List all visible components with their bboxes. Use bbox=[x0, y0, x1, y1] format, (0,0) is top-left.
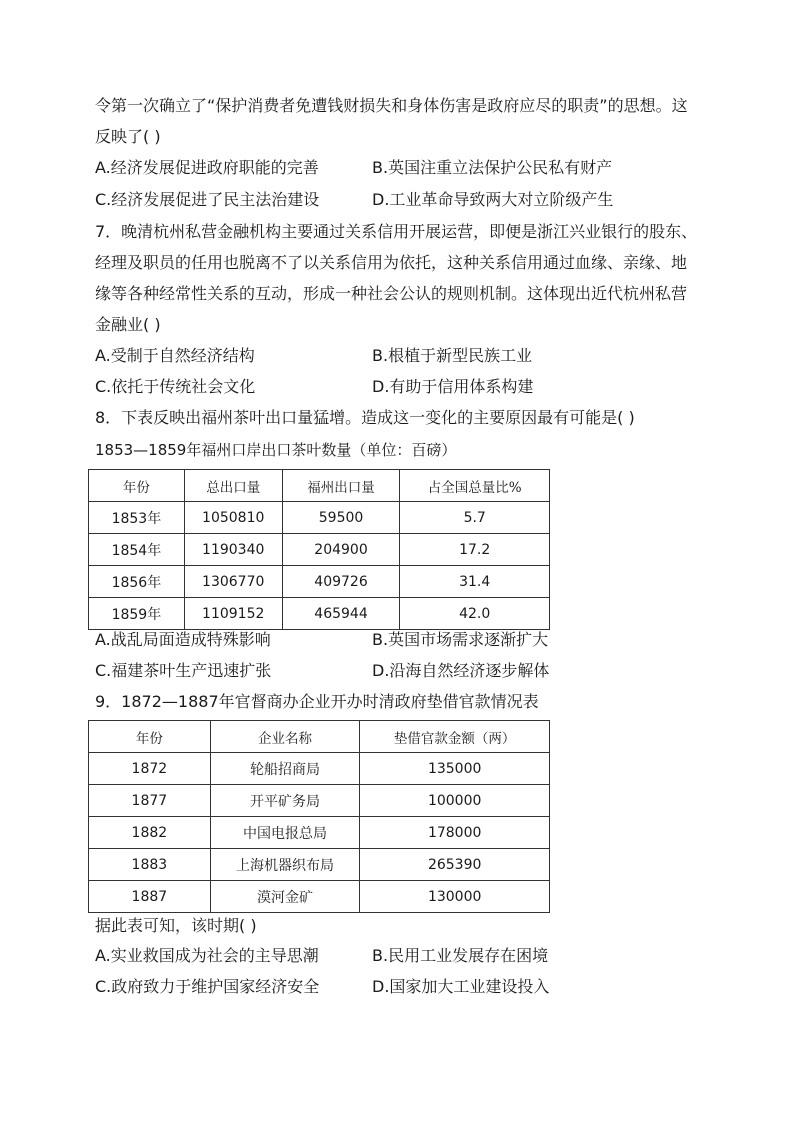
table-cell: 42.0 bbox=[400, 598, 550, 630]
table-header-row bbox=[89, 470, 550, 502]
table-header-cell: 年份 bbox=[89, 470, 185, 502]
q7-stem-line-2: 经理及职员的任用也脱离不了以关系信用为依托，这种关系信用通过血缘、亲缘、地 bbox=[95, 253, 688, 272]
table-header-row bbox=[89, 721, 550, 753]
table-row bbox=[89, 753, 550, 785]
q7-option-d: D.有助于信用体系构建 bbox=[372, 377, 534, 396]
q8-option-a: A.战乱局面造成特殊影响 bbox=[95, 630, 271, 649]
q6-stem-line-2: 反映了( ) bbox=[95, 127, 161, 146]
q6-option-b: B.英国注重立法保护公民私有财产 bbox=[372, 158, 613, 177]
q6-option-a: A.经济发展促进政府职能的完善 bbox=[95, 158, 319, 177]
table-row bbox=[89, 881, 550, 913]
q9-followup-text: 据此表可知，该时期( ) bbox=[95, 916, 257, 935]
table-row bbox=[89, 817, 550, 849]
table-header-cell: 年份 bbox=[89, 721, 211, 753]
table-cell: 5.7 bbox=[400, 502, 550, 534]
table-header-cell: 占全国总量比% bbox=[400, 470, 550, 502]
q8-table bbox=[88, 469, 550, 630]
table-cell: 1859年 bbox=[89, 598, 185, 630]
q9-table bbox=[88, 720, 550, 913]
table-row bbox=[89, 598, 550, 630]
table-cell: 1190340 bbox=[184, 534, 282, 566]
table-cell: 1872 bbox=[89, 753, 211, 785]
table-cell: 465944 bbox=[282, 598, 400, 630]
q9-option-d: D.国家加大工业建设投入 bbox=[372, 977, 550, 996]
table-cell: 17.2 bbox=[400, 534, 550, 566]
table-cell: 1887 bbox=[89, 881, 211, 913]
table-header-cell: 福州出口量 bbox=[282, 470, 400, 502]
table-row bbox=[89, 534, 550, 566]
q9-option-a: A.实业救国成为社会的主导思潮 bbox=[95, 946, 319, 965]
table-cell: 中国电报总局 bbox=[210, 817, 360, 849]
q8-stem: 8．下表反映出福州茶叶出口量猛增。造成这一变化的主要原因最有可能是( ) bbox=[95, 408, 635, 427]
q7-option-b: B.根植于新型民族工业 bbox=[372, 346, 533, 365]
table-row bbox=[89, 785, 550, 817]
table-cell: 1854年 bbox=[89, 534, 185, 566]
table-cell: 1109152 bbox=[184, 598, 282, 630]
table-row bbox=[89, 566, 550, 598]
table-cell: 1883 bbox=[89, 849, 211, 881]
table-cell: 开平矿务局 bbox=[210, 785, 360, 817]
table-cell: 1050810 bbox=[184, 502, 282, 534]
q6-option-d: D.工业革命导致两大对立阶级产生 bbox=[372, 190, 614, 209]
table-cell: 1882 bbox=[89, 817, 211, 849]
q7-option-c: C.依托于传统社会文化 bbox=[95, 377, 256, 396]
q6-option-c: C.经济发展促进了民主法治建设 bbox=[95, 190, 320, 209]
table-cell: 204900 bbox=[282, 534, 400, 566]
q9-option-b: B.民用工业发展存在困境 bbox=[372, 946, 549, 965]
table-cell: 31.4 bbox=[400, 566, 550, 598]
table-cell: 130000 bbox=[360, 881, 550, 913]
q7-stem-line-1: 7．晚清杭州私营金融机构主要通过关系信用开展运营，即便是浙江兴业银行的股东、 bbox=[95, 222, 698, 241]
table-cell: 1306770 bbox=[184, 566, 282, 598]
q9-option-c: C.政府致力于维护国家经济安全 bbox=[95, 977, 320, 996]
q8-option-d: D.沿海自然经济逐步解体 bbox=[372, 661, 550, 680]
table-cell: 409726 bbox=[282, 566, 400, 598]
table-row bbox=[89, 849, 550, 881]
table-cell: 1853年 bbox=[89, 502, 185, 534]
q8-option-c: C.福建茶叶生产迅速扩张 bbox=[95, 661, 272, 680]
table-cell: 59500 bbox=[282, 502, 400, 534]
table-cell: 178000 bbox=[360, 817, 550, 849]
q8-table-caption: 1853—1859年福州口岸出口茶叶数量（单位：百磅） bbox=[95, 441, 457, 459]
table-cell: 265390 bbox=[360, 849, 550, 881]
table-cell: 漠河金矿 bbox=[210, 881, 360, 913]
table-header-cell: 企业名称 bbox=[210, 721, 360, 753]
q8-option-b: B.英国市场需求逐渐扩大 bbox=[372, 630, 549, 649]
table-cell: 1877 bbox=[89, 785, 211, 817]
q9-stem: 9．1872—1887年官督商办企业开办时清政府垫借官款情况表 bbox=[95, 692, 539, 711]
table-cell: 1856年 bbox=[89, 566, 185, 598]
table-header-cell: 垫借官款金额（两） bbox=[360, 721, 550, 753]
table-header-cell: 总出口量 bbox=[184, 470, 282, 502]
q6-stem-line-1: 令第一次确立了“保护消费者免遭钱财损失和身体伤害是政府应尽的职责”的思想。这 bbox=[95, 96, 688, 115]
q7-stem-line-4: 金融业( ) bbox=[95, 315, 161, 334]
q7-stem-line-3: 缘等各种经常性关系的互动，形成一种社会公认的规则机制。这体现出近代杭州私营 bbox=[95, 284, 688, 303]
table-cell: 100000 bbox=[360, 785, 550, 817]
table-cell: 135000 bbox=[360, 753, 550, 785]
table-cell: 上海机器织布局 bbox=[210, 849, 360, 881]
q7-option-a: A.受制于自然经济结构 bbox=[95, 346, 255, 365]
table-row bbox=[89, 502, 550, 534]
table-cell: 轮船招商局 bbox=[210, 753, 360, 785]
